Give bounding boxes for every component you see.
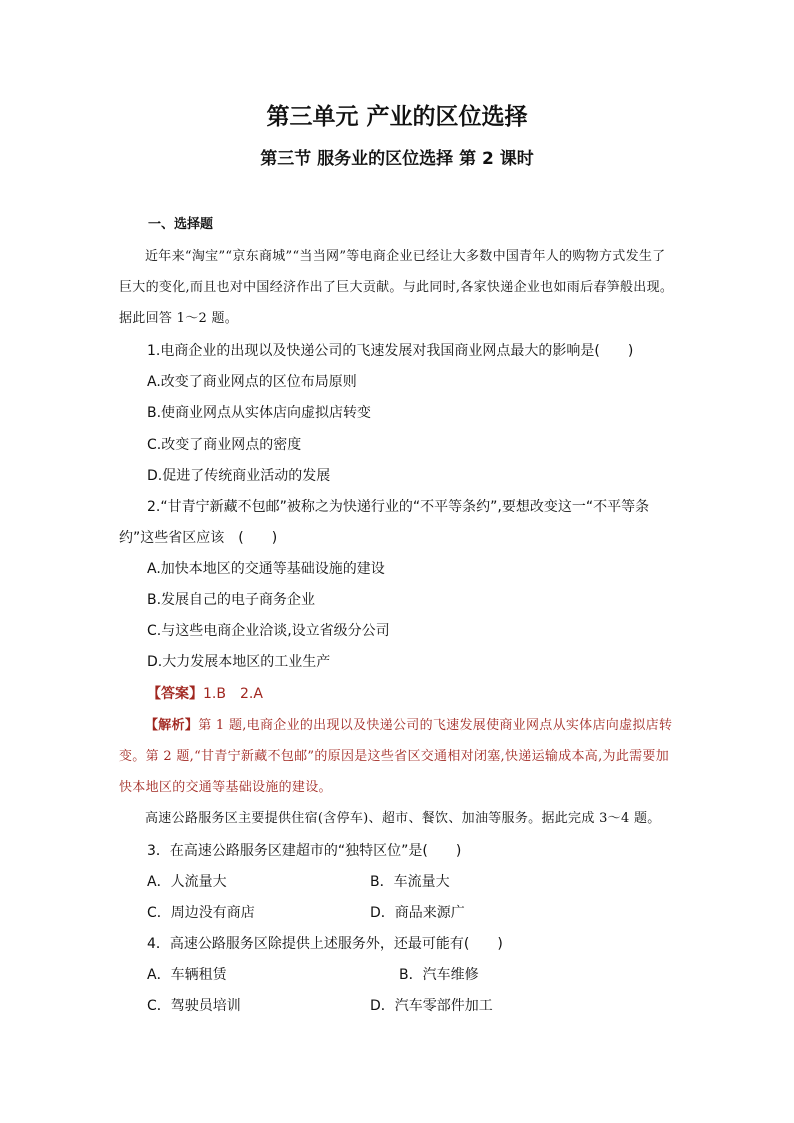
- passage-intro-2: 高速公路服务区主要提供住宿(含停车)、超市、餐饮、加油等服务。据此完成 3～4 题。: [145, 811, 661, 826]
- passage-intro-1: 近年来“淘宝”“京东商城”“当当网”等电商企业已经让大多数中国青年人的购物方式发生了巨大的变化,而且也对中国经济作出了巨大贡献。与此同时,各家快递企业也如雨后春笋般出现。据此回答 1～2 题。: [119, 249, 674, 326]
- question-3-option-b: B．车流量大: [370, 874, 450, 890]
- question-2-stem: 2.“甘青宁新藏不包邮”被称之为快递行业的“不平等条约”,要想改变这一“不平等条约”这些省区应该 ( ): [119, 499, 650, 546]
- question-1-option-d: D.促进了传统商业活动的发展: [147, 468, 331, 484]
- question-2-option-d: D.大力发展本地区的工业生产: [147, 654, 331, 670]
- page-subtitle: 第三节 服务业的区位选择 第 2 课时: [260, 149, 534, 169]
- question-4-option-d: D．汽车零部件加工: [370, 998, 493, 1014]
- question-4-option-c: C．驾驶员培训: [147, 998, 241, 1014]
- analysis-text: 第 1 题,电商企业的出现以及快递公司的飞速发展使商业网点从实体店向虚拟店转变。第 2 题,“甘青宁新藏不包邮”的原因是这些省区交通相对闭塞,快递运输成本高,为此需要加快本地区的交通等基础设施的建设。: [119, 718, 673, 795]
- question-1-option-a: A.改变了商业网点的区位布局原则: [147, 374, 357, 390]
- question-1-option-b: B.使商业网点从实体店向虚拟店转变: [147, 405, 372, 421]
- answer-label: 【答案】: [147, 686, 203, 702]
- question-2-option-b: B.发展自己的电子商务企业: [147, 592, 316, 608]
- question-4-option-b: B．汽车维修: [399, 967, 479, 983]
- question-3-option-a: A．人流量大: [147, 874, 227, 890]
- page-title: 第三单元 产业的区位选择: [266, 104, 528, 130]
- question-1-stem: 1.电商企业的出现以及快递公司的飞速发展对我国商业网点最大的影响是( ): [147, 343, 634, 359]
- question-4-option-a: A．车辆租赁: [147, 967, 227, 983]
- question-2-option-c: C.与这些电商企业洽谈,设立省级分公司: [147, 623, 390, 639]
- answer-line: [147, 684, 263, 704]
- question-3-option-d: D．商品来源广: [370, 905, 465, 921]
- analysis-block: [119, 710, 677, 803]
- analysis-label: 【解析】: [145, 718, 199, 733]
- question-4-stem: 4．高速公路服务区除提供上述服务外，还最可能有( ): [147, 936, 503, 952]
- question-1-option-c: C.改变了商业网点的密度: [147, 437, 302, 453]
- answer-text: 1.B 2.A: [203, 686, 263, 702]
- question-3-stem: 3．在高速公路服务区建超市的“独特区位”是( ): [147, 843, 462, 859]
- question-3-option-c: C．周边没有商店: [147, 905, 255, 921]
- question-2-option-a: A.加快本地区的交通等基础设施的建设: [147, 561, 385, 577]
- section-heading: 一、选择题: [148, 217, 214, 232]
